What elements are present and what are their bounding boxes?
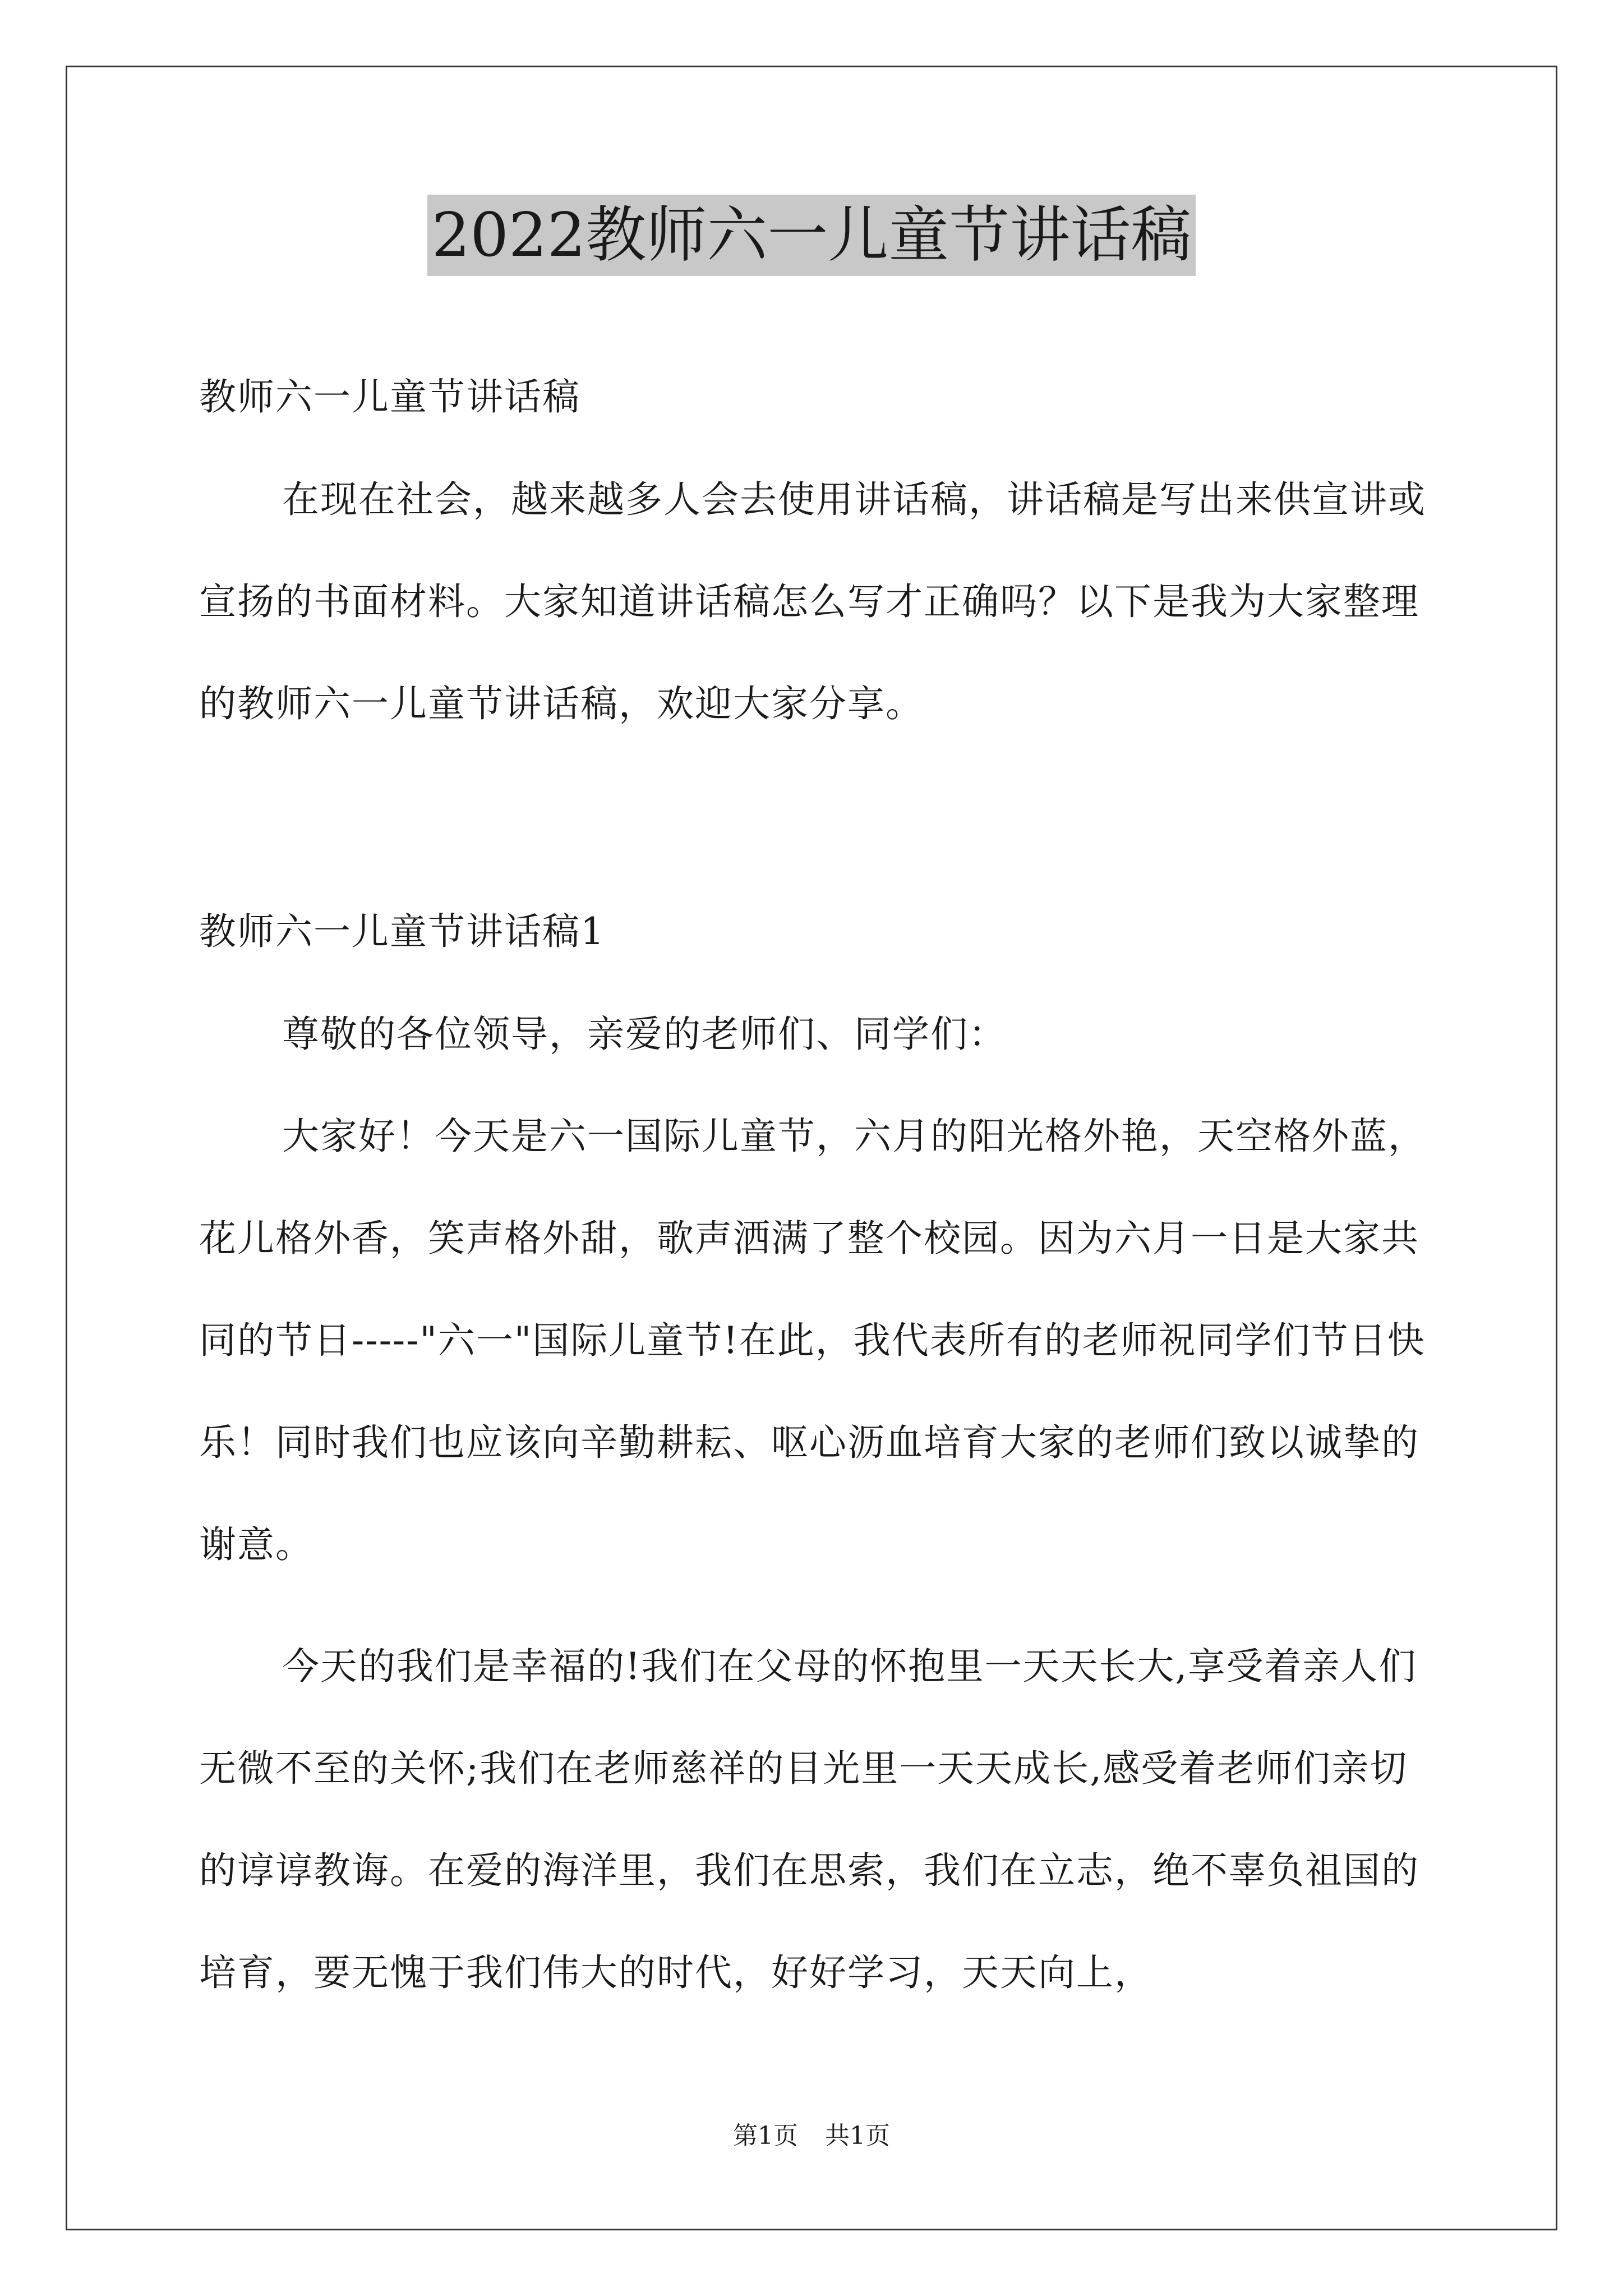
greeting-paragraph: 尊敬的各位领导，亲爱的老师们、同学们： <box>282 1013 1007 1056</box>
document-title-text: 2022教师六一儿童节讲话稿 <box>427 195 1196 276</box>
document-title <box>0 194 1623 278</box>
page-footer <box>0 2119 1623 2153</box>
page-number-total: 共1页 <box>825 2122 890 2150</box>
body-paragraph-2: 今天的我们是幸福的!我们在父母的怀抱里一天天长大,享受着亲人们无微不至的关怀;我们在老师慈祥的目光里一天天成长,感受着老师们亲切的谆谆教诲。在爱的海洋里，我们在思索，我们在立志，绝不辜负祖国的培育，要无愧于我们伟大的时代，好好学习，天天向上， <box>199 1645 1419 1994</box>
subtitle: 教师六一儿童节讲话稿 <box>199 375 580 418</box>
page-number-current: 第1页 <box>733 2122 798 2150</box>
intro-paragraph: 在现在社会，越来越多人会去使用讲话稿，讲话稿是写出来供宣讲或宣扬的书面材料。大家知道讲话稿怎么写才正确吗？以下是我为大家整理的教师六一儿童节讲话稿，欢迎大家分享。 <box>199 478 1426 725</box>
section-heading: 教师六一儿童节讲话稿1 <box>199 910 605 953</box>
body-paragraph-1: 大家好！今天是六一国际儿童节，六月的阳光格外艳，天空格外蓝，花儿格外香，笑声格外甜，歌声洒满了整个校园。因为六月一日是大家共同的节日-----"六一"国际儿童节!在此，我代表所有的老师祝同学们节日快乐！同时我们也应该向辛勤耕耘、呕心沥血培育大家的老师们致以诚挚的谢意。 <box>199 1115 1426 1566</box>
